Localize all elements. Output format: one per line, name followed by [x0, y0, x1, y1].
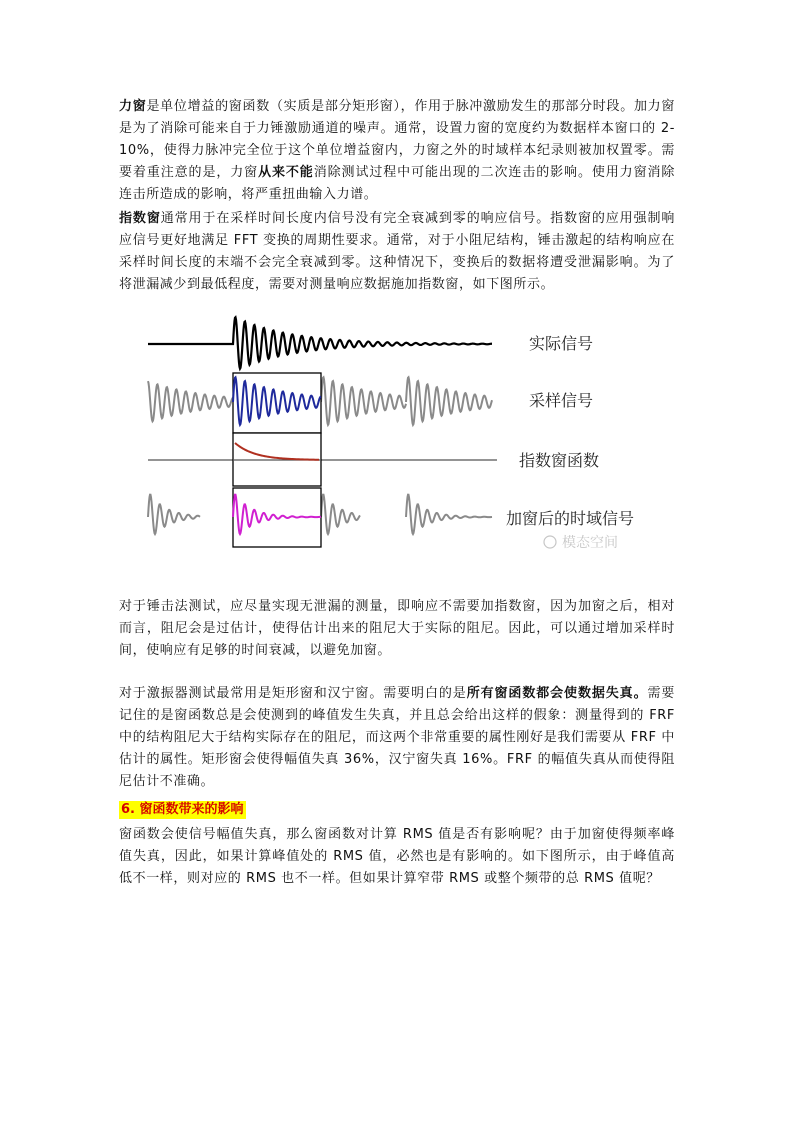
emphasis-never: 从来不能	[258, 165, 314, 180]
paragraph-hammer-test	[119, 596, 675, 662]
exponential-window-figure	[140, 312, 660, 557]
actual-signal-trace	[148, 317, 492, 368]
watermark-text: 模态空间	[562, 535, 618, 551]
label-actual-signal: 实际信号	[529, 334, 594, 353]
paragraph-text: 消除测试过程中可能出现的二次连击的影响。使用力窗消除连击所造成的影响，将严重扭曲输入力谱。	[119, 165, 675, 202]
paragraph-shaker-test	[119, 683, 675, 793]
watermark	[544, 534, 618, 551]
paragraph-exponential-window	[119, 208, 675, 296]
paragraph-text: 需要记住的是窗函数总是会使测到的峰值发生失真，并且总会给出这样的假象：测量得到的 FRF 中的结构阻尼大于结构实际存在的阻尼，而这两个非常重要的属性刚好是我们需要从 FRF 中估计的属性。矩形窗会使得幅值失真 36%，汉宁窗失真 16%。FRF 的幅值失真从而使得阻尼估计不准确。	[119, 686, 675, 789]
paragraph-text: 是单位增益的窗函数（实质是部分矩形窗），作用于脉冲激励发生的那部分时段。加力窗是为了消除可能来自于力锤激励通道的噪声。通常，设置力窗的宽度约为数据样本窗口的 2-10%，使得力脉冲完全位于这个单位增益窗内，力窗之外的时域样本纪录则被加权置零。需要着重注意的是，力窗	[119, 99, 675, 180]
paragraph-text: 窗函数会使信号幅值失真，那么窗函数对计算 RMS 值是否有影响呢？由于加窗使得频率峰值失真，因此，如果计算峰值处的 RMS 值，必然也是有影响的。如下图所示，由于峰值高低不一样，则对应的 RMS 也不一样。但如果计算窄带 RMS 或整个频带的总 RMS 值呢？	[119, 827, 675, 886]
label-sampled-signal: 采样信号	[529, 391, 594, 410]
term-exponential-window: 指数窗	[119, 211, 161, 226]
paragraph-text: 通常用于在采样时间长度内信号没有完全衰减到零的响应信号。指数窗的应用强制响应信号更好地满足 FFT 变换的周期性要求。通常，对于小阻尼结构，锤击激起的结构响应在采样时间长度的末端不会完全衰减到零。这种情况下，变换后的数据将遭受泄漏影响。为了将泄漏减少到最低程度，需要对测量响应数据施加指数窗，如下图所示。	[119, 211, 675, 292]
emphasis-all-windows-distort: 所有窗函数都会使数据失真。	[466, 686, 648, 701]
label-exponential-window: 指数窗函数	[519, 451, 600, 470]
label-windowed-signal: 加窗后的时域信号	[506, 509, 635, 528]
paragraph-force-window	[119, 96, 675, 206]
wechat-icon	[544, 536, 556, 548]
section-heading: 6. 窗函数带来的影响	[121, 802, 244, 817]
paragraph-rms-effect	[119, 824, 675, 890]
paragraph-text: 对于锤击法测试，应尽量实现无泄漏的测量，即响应不需要加指数窗，因为加窗之后，相对而言，阻尼会是过估计，使得估计出来的阻尼大于实际的阻尼。因此，可以通过增加采样时间，使响应有足够的时间衰减，以避免加窗。	[119, 599, 675, 658]
term-force-window: 力窗	[119, 99, 147, 114]
paragraph-text: 对于激振器测试最常用是矩形窗和汉宁窗。需要明白的是	[119, 686, 467, 701]
